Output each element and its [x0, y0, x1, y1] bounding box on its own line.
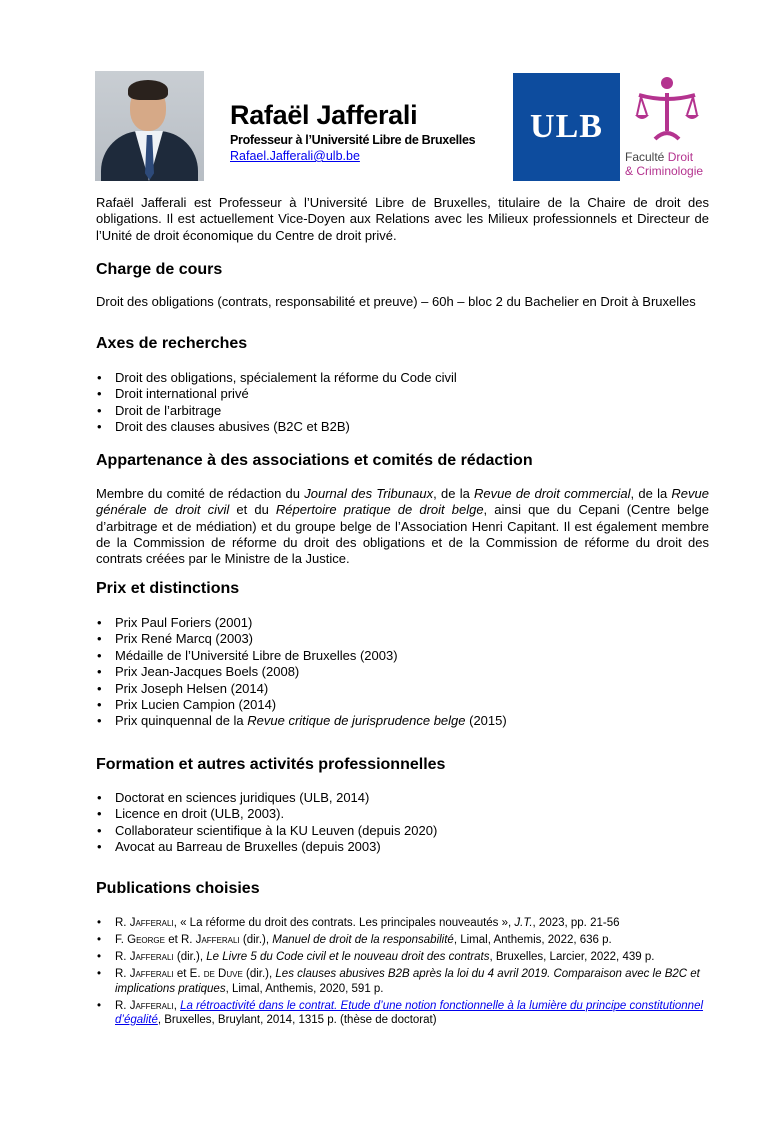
- list-item: • Médaille de l’Université Libre de Bruxelles (2003): [96, 648, 709, 664]
- portrait-photo: [95, 71, 204, 181]
- list-item: • Prix Lucien Campion (2014): [96, 697, 709, 713]
- section-heading-associations: Appartenance à des associations et comités de rédaction: [96, 452, 533, 469]
- list-item: • Doctorat en sciences juridiques (ULB, 2014): [96, 790, 709, 806]
- charge-text: Droit des obligations (contrats, responsabilité et preuve) – 60h – bloc 2 du Bachelier en Droit à Bruxelles: [96, 294, 696, 309]
- list-item: • R. Jafferali et E. de Duve (dir.), Les clauses abusives B2B après la loi du 4 avril 2019. Comparaison avec le B2C et implications pratiques, Limal, Anthemis, 2020, 591 p.: [96, 967, 709, 996]
- faculty-logo: [623, 73, 712, 181]
- list-item: • Collaborateur scientifique à la KU Leuven (depuis 2020): [96, 823, 709, 839]
- publications-list: [96, 916, 709, 1028]
- list-item: • Prix Paul Foriers (2001): [96, 615, 709, 631]
- axes-list: [96, 370, 709, 436]
- list-item: • Prix Joseph Helsen (2014): [96, 681, 709, 697]
- subtitle-role: Professeur à l’Université Libre de Bruxelles: [230, 133, 476, 147]
- list-item: • Droit des clauses abusives (B2C et B2B): [96, 419, 709, 435]
- list-item: • Prix quinquennal de la Revue critique de jurisprudence belge (2015): [96, 713, 709, 729]
- formation-list: [96, 790, 709, 856]
- justice-scale-icon: [635, 75, 699, 147]
- section-heading-charge: Charge de cours: [96, 261, 223, 278]
- faculty-name-line1: Faculté Droit: [625, 150, 694, 164]
- thesis-link[interactable]: La rétroactivité dans le contrat. Etude d’une notion fonctionnelle à la lumière du principe constitutionnel d’égalité: [115, 999, 704, 1026]
- section-heading-axes: Axes de recherches: [96, 335, 248, 352]
- list-item: • Prix René Marcq (2003): [96, 631, 709, 647]
- associations-paragraph: Membre du comité de rédaction du Journal des Tribunaux, de la Revue de droit commercial, de la Revue générale de droit civil et du Répertoire pratique de droit belge, ainsi que du Cepani (Centre belge d’arbitrage et de médiation) et du groupe belge de l’Association Henri Capitant. Il est également membre de la Commission de réforme du droit des obligations et de la Commission de réforme du droit des contrats créées par le Ministre de la Justice.: [96, 486, 709, 567]
- page-title: Rafaël Jafferali: [230, 100, 418, 130]
- list-item: • Droit de l’arbitrage: [96, 403, 709, 419]
- list-item: • Droit international privé: [96, 386, 709, 402]
- list-item: • Prix Jean-Jacques Boels (2008): [96, 664, 709, 680]
- list-item: • F. George et R. Jafferali (dir.), Manuel de droit de la responsabilité, Limal, Anthemis, 2022, 636 p.: [96, 933, 709, 948]
- section-heading-prix: Prix et distinctions: [96, 580, 240, 597]
- list-item: • R. Jafferali, « La réforme du droit des contrats. Les principales nouveautés », J.T., 2023, pp. 21-56: [96, 916, 709, 931]
- list-item: • Droit des obligations, spécialement la réforme du Code civil: [96, 370, 709, 386]
- faculty-name-line2: & Criminologie: [625, 164, 704, 178]
- email-link[interactable]: Rafael.Jafferali@ulb.be: [230, 149, 360, 163]
- section-heading-publications: Publications choisies: [96, 880, 260, 897]
- ulb-logo: [513, 73, 712, 181]
- list-item: • R. Jafferali (dir.), Le Livre 5 du Code civil et le nouveau droit des contrats, Bruxelles, Larcier, 2022, 439 p.: [96, 950, 709, 965]
- list-item: • Licence en droit (ULB, 2003).: [96, 806, 709, 822]
- intro-paragraph: Rafaël Jafferali est Professeur à l’Université Libre de Bruxelles, titulaire de la Chaire de droit des obligations. Il est actuellement Vice-Doyen aux Relations avec les Milieux professionnels et Directeur de l’Unité de droit économique du Centre de droit privé.: [96, 195, 709, 243]
- list-item: • R. Jafferali, La rétroactivité dans le contrat. Etude d’une notion fonctionnelle à la lumière du principe constitutionnel d’égalité, Bruxelles, Bruylant, 2014, 1315 p. (thèse de doctorat): [96, 999, 709, 1028]
- ulb-logo-text: ULB: [513, 73, 620, 181]
- section-heading-formation: Formation et autres activités professionnelles: [96, 756, 446, 773]
- prix-list: [96, 615, 709, 730]
- list-item: • Avocat au Barreau de Bruxelles (depuis 2003): [96, 839, 709, 855]
